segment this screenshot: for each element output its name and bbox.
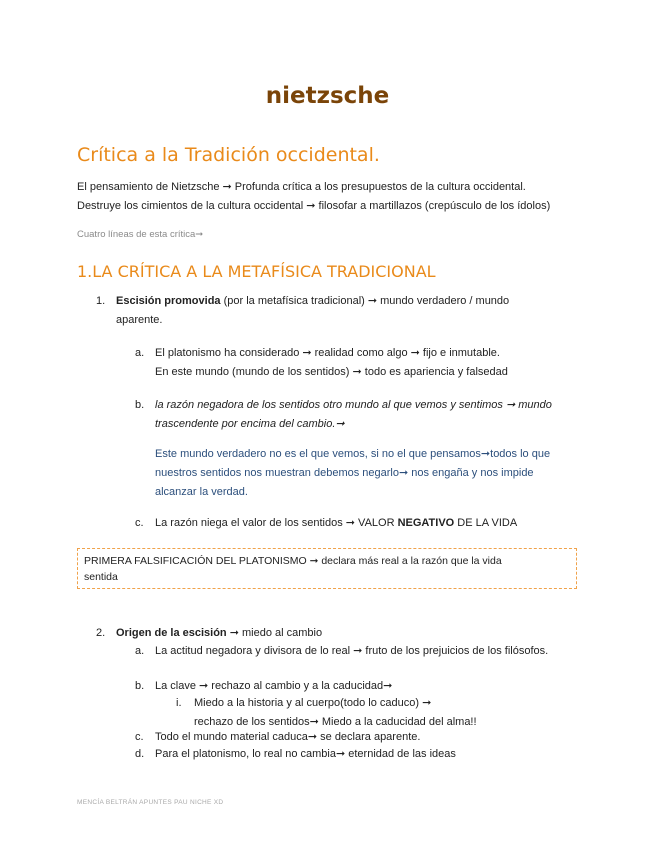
item-2b-label: b. [135,680,145,692]
item-1b-text [155,396,585,434]
page-footer: MENCÍA BELTRÁN APUNTES PAU NICHE XD [77,799,224,806]
item-2a-label: a. [135,645,145,657]
item-1-number: 1. [96,295,106,307]
item-1b-line-1: la razón negadora de los sentidos otro mundo al que vemos y sentimos ➞ mundo [155,399,552,411]
blue-line-2: nuestros sentidos nos muestran debemos negarlo➞ nos engaña y nos impide [155,467,534,479]
heading-metaphysics: 1.LA CRÍTICA A LA METAFÍSICA TRADICIONAL [77,262,436,281]
item-2bi-line-2: rechazo de los sentidos➞ Miedo a la caducidad del alma!! [194,716,477,728]
falsification-callout [77,548,577,589]
item-1-rest-2: aparente. [116,314,163,326]
muted-note: Cuatro líneas de esta crítica➞ [77,229,204,240]
item-2c-text: Todo el mundo material caduca➞ se declara aparente. [155,731,421,743]
item-2bi-line-1: Miedo a la historia y al cuerpo(todo lo caduco) ➞ [194,697,432,709]
item-2-rest: ➞ miedo al cambio [226,627,323,639]
item-1c-text [155,514,575,533]
document-title: nietzsche [265,83,390,109]
item-1-rest: (por la metafísica tradicional) ➞ mundo verdadero / mundo [220,295,510,307]
intro-line-2: Destruye los cimientos de la cultura occidental ➞ filosofar a martillazos (crepúsculo de los ídolos) [77,200,551,212]
item-1b-label: b. [135,399,145,411]
item-2a-text: La actitud negadora y divisora de lo real ➞ fruto de los prejuicios de los filósofos. [155,645,549,657]
item-2b-text: La clave ➞ rechazo al cambio y a la caducidad➞ [155,680,393,692]
intro-paragraph [77,178,597,216]
item-1a-label: a. [135,347,145,359]
item-1c-post: DE LA VIDA [454,517,518,529]
callout-line-2: sentida [84,571,118,583]
item-2-text [116,624,556,643]
item-1-text [116,292,556,330]
item-1a-text [155,344,575,382]
intro-line-1: El pensamiento de Nietzsche ➞ Profunda crítica a los presupuestos de la cultura occidental. [77,181,526,193]
item-1b-blue-note [155,445,585,502]
item-2d-label: d. [135,748,145,760]
item-2d-text: Para el platonismo, lo real no cambia➞ eternidad de las ideas [155,748,456,760]
item-2bi-text [194,694,574,732]
item-2c-label: c. [135,731,144,743]
item-1b-line-2: trascendente por encima del cambio.➞ [155,418,345,430]
item-1-bold: Escisión promovida [116,295,221,307]
item-1c-bold: NEGATIVO [397,517,455,529]
item-2-bold: Origen de la escisión [116,627,227,639]
item-1c-label: c. [135,517,144,529]
item-2-number: 2. [96,627,106,639]
section-title: Crítica a la Tradición occidental. [77,144,380,166]
item-1c-pre: La razón niega el valor de los sentidos ➞ VALOR [155,517,398,529]
blue-line-3: alcanzar la verdad. [155,486,248,498]
item-1a-line-1: El platonismo ha considerado ➞ realidad como algo ➞ fijo e inmutable. [155,347,500,359]
callout-line-1: PRIMERA FALSIFICACIÓN DEL PLATONISMO ➞ declara más real a la razón que la vida [84,555,502,567]
item-2bi-label: i. [176,697,182,709]
blue-line-1: Este mundo verdadero no es el que vemos, si no el que pensamos➞todos lo que [155,448,551,460]
item-1a-line-2: En este mundo (mundo de los sentidos) ➞ todo es apariencia y falsedad [155,366,508,378]
